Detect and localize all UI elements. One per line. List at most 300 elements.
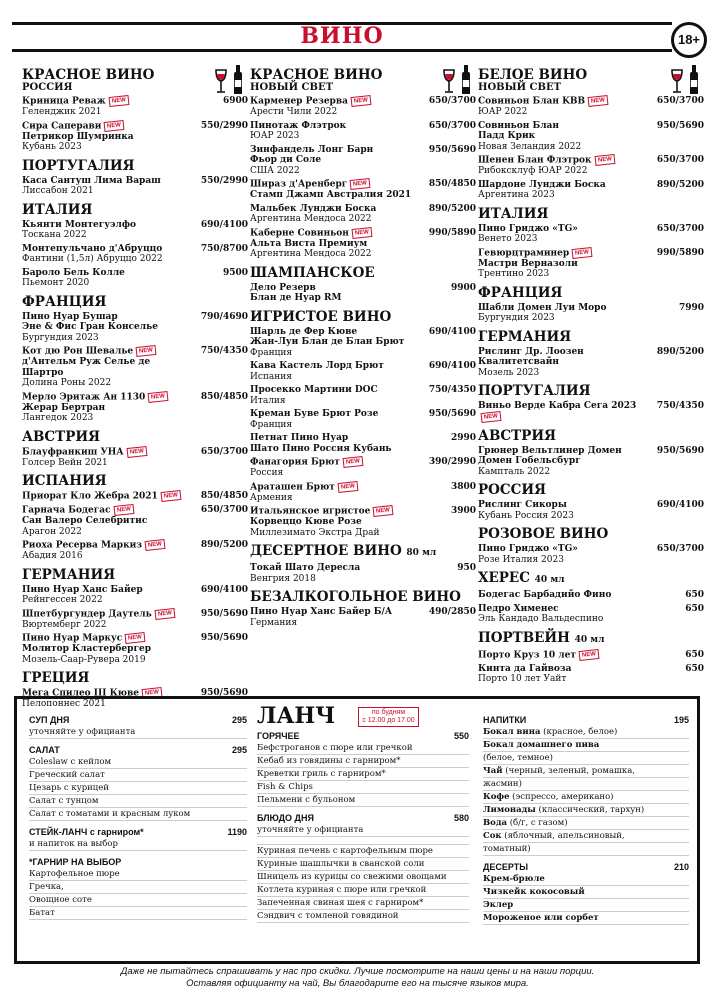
lunch-line-note: (эспрессо, американо) bbox=[509, 792, 614, 802]
item-name bbox=[250, 179, 418, 190]
new-badge: NEW bbox=[572, 246, 593, 258]
lunch-heading-text: *ГАРНИР НА ВЫБОР bbox=[29, 857, 122, 867]
item-description: Розе Италия 2023 bbox=[478, 554, 564, 565]
section-title: ГЕРМАНИЯ bbox=[478, 328, 572, 345]
lunch-line-bold: Кофе bbox=[483, 792, 510, 802]
section-heading bbox=[22, 159, 248, 173]
menu-item bbox=[250, 121, 476, 142]
lunch-heading bbox=[29, 827, 247, 838]
item-name bbox=[478, 155, 646, 166]
item-description: Эль Кандадо Вальдеспино bbox=[478, 614, 604, 624]
item-price: 890/5200 bbox=[428, 203, 476, 214]
item-name bbox=[478, 544, 646, 555]
lunch-line-bold: Крем-брюле bbox=[483, 874, 545, 884]
section-volume: 80 мл bbox=[406, 548, 437, 558]
section-title: БЕЗАЛКОГОЛЬНОЕ ВИНО bbox=[250, 589, 461, 605]
lunch-line: Кебаб из говядины с гарниром* bbox=[257, 755, 469, 768]
item-name-line2: Домен Гобельсбург bbox=[478, 456, 581, 466]
lunch-line: Креветки гриль с гарниром* bbox=[257, 768, 469, 781]
section-heading bbox=[250, 310, 476, 324]
lunch-line bbox=[483, 886, 689, 899]
item-price: 6900 bbox=[222, 96, 248, 106]
item-name bbox=[250, 121, 418, 132]
new-badge: NEW bbox=[337, 480, 358, 492]
item-price: 950/5690 bbox=[200, 688, 248, 698]
item-price: 650/3700 bbox=[428, 120, 476, 131]
section-heading bbox=[478, 207, 704, 221]
menu-item bbox=[478, 401, 704, 423]
lunch-line: Батат bbox=[29, 907, 247, 920]
section-title: РОССИЯ bbox=[478, 482, 547, 498]
menu-item bbox=[22, 392, 248, 424]
lunch-line-bold: Чай bbox=[483, 766, 503, 776]
section-heading bbox=[22, 430, 248, 444]
item-name bbox=[478, 500, 646, 511]
item-name-text: Кинта да Гайвоза bbox=[478, 663, 572, 674]
item-name-text: Гарнача Бодегас bbox=[22, 505, 111, 516]
section-title: ИСПАНИЯ bbox=[22, 473, 107, 489]
lunch-line: уточняйте у официанта bbox=[29, 726, 247, 739]
item-name-text: Пино Гриджо «TG» bbox=[478, 223, 578, 234]
lunch-line: Бефстроганов с пюре или гречкой bbox=[257, 742, 469, 755]
new-badge: NEW bbox=[142, 687, 163, 699]
menu-item bbox=[22, 220, 248, 241]
item-name bbox=[22, 392, 190, 403]
section-heading bbox=[478, 384, 704, 398]
item-name-text: Шарль де Фер Кюве bbox=[250, 326, 358, 337]
lunch-line bbox=[483, 739, 689, 752]
menu-item bbox=[250, 96, 476, 118]
menu-item bbox=[250, 409, 476, 430]
section-heading bbox=[22, 671, 248, 685]
menu-item bbox=[478, 224, 704, 245]
item-name bbox=[478, 664, 646, 675]
item-price: 9900 bbox=[450, 282, 476, 293]
lunch-heading-text: САЛАТ bbox=[29, 745, 60, 755]
item-name bbox=[22, 176, 190, 187]
section-heading bbox=[250, 266, 476, 280]
item-description: Бургундия 2023 bbox=[22, 332, 99, 343]
item-description: Кубань 2023 bbox=[22, 142, 82, 152]
lunch-line bbox=[483, 778, 689, 791]
section-subtitle: РОССИЯ bbox=[22, 82, 73, 93]
lunch-line-note: (красное, белое) bbox=[540, 727, 618, 737]
item-description: Миллезимато Экстра Драй bbox=[250, 527, 380, 538]
item-name-line2: Жан-Луи Блан де Блан Брют bbox=[250, 337, 405, 347]
menu-item bbox=[478, 544, 704, 565]
new-badge: NEW bbox=[104, 119, 125, 131]
item-name bbox=[478, 446, 646, 457]
item-description: Геленджик 2021 bbox=[22, 107, 102, 117]
item-price: 950/5690 bbox=[200, 633, 248, 643]
item-description: Германия bbox=[250, 617, 298, 628]
age-badge: 18+ bbox=[671, 22, 707, 58]
item-name bbox=[478, 650, 646, 661]
item-price: 9500 bbox=[222, 267, 248, 278]
menu-item bbox=[22, 609, 248, 631]
section-title: ПОРТВЕЙН bbox=[478, 629, 570, 646]
item-name-text: Сира Саперави bbox=[22, 121, 102, 131]
item-description: Кубань Россия 2023 bbox=[478, 510, 574, 521]
item-price: 690/4100 bbox=[656, 500, 704, 510]
item-name-text: Кьянти Монтегуэлфо bbox=[22, 219, 136, 230]
lunch-line: Куриная печень с картофельным пюре bbox=[257, 845, 469, 858]
item-name-text: Итальянское игристое bbox=[250, 506, 371, 517]
footer-line-1: Даже не пытайтесь спрашивать у нас про скидки. Лучше посмотрите на наши цены и на наши порции. bbox=[120, 966, 595, 977]
item-description: Франция bbox=[250, 347, 293, 358]
item-name-text: Пино Нуар Ханс Байер Б/А bbox=[250, 607, 393, 617]
menu-item bbox=[250, 228, 476, 260]
section-subtitle: НОВЫЙ СВЕТ bbox=[478, 82, 562, 93]
item-name bbox=[250, 228, 418, 239]
menu-item bbox=[478, 347, 704, 379]
wine-column-1 bbox=[22, 62, 248, 710]
item-name bbox=[478, 248, 646, 259]
item-name-line2: Падд Крик bbox=[478, 131, 536, 141]
item-description: Абадия 2016 bbox=[22, 551, 83, 561]
menu-item bbox=[478, 590, 704, 601]
item-description: ЮАР 2023 bbox=[250, 131, 300, 141]
menu-item bbox=[478, 664, 704, 685]
item-name-text: Бодегас Барбадийо Фино bbox=[478, 590, 612, 600]
item-price: 3900 bbox=[450, 506, 476, 516]
lunch-price: 1190 bbox=[227, 827, 247, 837]
lunch-line: Coleslaw с кейлом bbox=[29, 756, 247, 769]
lunch-price: 295 bbox=[231, 715, 247, 725]
section-title: ХЕРЕС bbox=[478, 570, 530, 586]
item-name-text: Шардоне Лунджи Боска bbox=[478, 179, 606, 190]
item-name-text: Пино Нуар Ханс Байер bbox=[22, 584, 143, 595]
new-badge: NEW bbox=[350, 95, 371, 107]
item-price: 690/4100 bbox=[200, 219, 248, 230]
new-badge: NEW bbox=[588, 95, 609, 107]
menu-item bbox=[250, 433, 476, 454]
section-heading bbox=[22, 474, 248, 488]
lunch-line-bold: Сок bbox=[483, 831, 502, 841]
menu-item bbox=[250, 145, 476, 177]
new-badge: NEW bbox=[154, 607, 175, 619]
lunch-line-bold: Бокал домашнего пива bbox=[483, 740, 600, 750]
item-price: 650/3700 bbox=[428, 96, 476, 106]
lunch-line-bold: Вода bbox=[483, 818, 508, 828]
new-badge: NEW bbox=[160, 490, 181, 502]
item-description: ЮАР 2022 bbox=[478, 107, 528, 117]
item-name bbox=[22, 121, 190, 132]
lunch-title: ЛАНЧ bbox=[257, 703, 336, 729]
lunch-line-note: жасмин) bbox=[483, 779, 522, 789]
new-badge: NEW bbox=[594, 154, 615, 166]
menu-item bbox=[22, 244, 248, 265]
menu-item bbox=[250, 607, 476, 628]
lunch-line: Fish & Chips bbox=[257, 781, 469, 794]
new-badge: NEW bbox=[108, 95, 129, 107]
lunch-line-bold: Бокал вина bbox=[483, 727, 541, 737]
item-name bbox=[250, 482, 418, 493]
item-price: 390/2990 bbox=[428, 457, 476, 467]
item-name-text: Кава Кастель Лорд Брют bbox=[250, 361, 384, 371]
lunch-heading bbox=[29, 745, 247, 756]
item-price: 650/3700 bbox=[200, 446, 248, 457]
section-heading bbox=[478, 571, 704, 587]
item-name-line2: Корвеццо Кюве Розе bbox=[250, 517, 362, 527]
lunch-heading-text: ДЕСЕРТЫ bbox=[483, 862, 529, 872]
item-name bbox=[250, 563, 418, 574]
menu-item bbox=[250, 506, 476, 538]
section-heading bbox=[478, 527, 704, 541]
item-name-line2: Стамп Джамп Австралия 2021 bbox=[250, 190, 412, 200]
section-title: БЕЛОЕ ВИНО bbox=[478, 67, 588, 83]
item-description: Венгрия 2018 bbox=[250, 573, 316, 584]
lunch-column-3 bbox=[483, 709, 689, 925]
item-name-text: Приорат Кло Жебра 2021 bbox=[22, 491, 158, 502]
new-badge: NEW bbox=[578, 648, 599, 660]
menu-item bbox=[250, 204, 476, 225]
item-description: Арести Чили 2022 bbox=[250, 107, 338, 117]
lunch-line bbox=[483, 804, 689, 817]
new-badge: NEW bbox=[373, 505, 394, 517]
item-name bbox=[250, 145, 418, 156]
lunch-line: Запеченная свиная шея с гарниром* bbox=[257, 897, 469, 910]
item-description: США 2022 bbox=[250, 165, 300, 176]
section-heading bbox=[478, 286, 704, 300]
item-description: Бургундия 2023 bbox=[478, 313, 555, 323]
item-name-text: Рислинг Сикоры bbox=[478, 500, 567, 510]
section-title: КРАСНОЕ ВИНО bbox=[250, 67, 383, 83]
item-name-text: Шенен Блан Флэтрок bbox=[478, 155, 592, 166]
menu-item bbox=[478, 604, 704, 625]
item-name-text: Петнат Пино Нуар bbox=[250, 433, 349, 443]
item-price: 550/2990 bbox=[200, 175, 248, 186]
item-description: Испания bbox=[250, 371, 292, 382]
lunch-line: уточняйте у официанта bbox=[257, 824, 469, 837]
item-name-text: Мега Спилео III Кюве bbox=[22, 688, 139, 699]
item-name-line2: Эне & Фис Гран Конселье bbox=[22, 322, 158, 332]
menu-item bbox=[478, 180, 704, 201]
item-name-text: Креман Буве Брют Розе bbox=[250, 409, 379, 419]
menu-item bbox=[22, 633, 248, 665]
item-description: Франция bbox=[250, 419, 293, 430]
item-name-text: Совиньон Блан bbox=[478, 120, 559, 131]
item-price: 850/4850 bbox=[428, 179, 476, 189]
lunch-line-bold: Чизкейк кокосовый bbox=[483, 887, 585, 897]
item-price: 950/5690 bbox=[200, 608, 248, 619]
section-title: ИТАЛИЯ bbox=[478, 205, 549, 222]
item-price: 490/2850 bbox=[428, 607, 476, 617]
section-volume: 40 мл bbox=[534, 575, 565, 585]
item-name bbox=[22, 609, 190, 620]
item-price: 950 bbox=[457, 563, 476, 573]
new-badge: NEW bbox=[125, 632, 146, 644]
menu-item bbox=[478, 155, 704, 177]
item-description: Россия bbox=[250, 468, 284, 478]
item-price: 890/5200 bbox=[656, 346, 704, 357]
lunch-price: 295 bbox=[231, 745, 247, 755]
item-name bbox=[250, 409, 418, 420]
item-price: 650/3700 bbox=[200, 505, 248, 515]
new-badge: NEW bbox=[342, 456, 363, 468]
item-description: Аргентина Мендоса 2022 bbox=[250, 214, 372, 224]
item-name bbox=[250, 607, 418, 618]
item-name bbox=[250, 506, 418, 517]
lunch-line-note: (б/г, с газом) bbox=[507, 818, 568, 828]
item-name-line2: Фьор ди Соле bbox=[250, 155, 322, 165]
new-badge: NEW bbox=[113, 504, 134, 516]
item-price: 3800 bbox=[450, 481, 476, 492]
item-name bbox=[250, 96, 418, 107]
item-name-text: Пинотаж Флэтрок bbox=[250, 120, 347, 131]
item-description: Арагон 2022 bbox=[22, 526, 82, 537]
item-name-text: Грюнер Вельтлинер Домен bbox=[478, 445, 622, 456]
item-price: 990/5890 bbox=[428, 227, 476, 238]
item-name bbox=[250, 283, 418, 294]
menu-item bbox=[250, 563, 476, 584]
item-description: Голсер Вейн 2021 bbox=[22, 457, 108, 468]
lunch-line: и напиток на выбор bbox=[29, 838, 247, 851]
item-name-text: Карменер Резерва bbox=[250, 96, 348, 107]
wine-glass-bottle-icon bbox=[668, 64, 702, 96]
item-description: Новая Зеландия 2022 bbox=[478, 141, 582, 152]
item-description: Аргентина Мендоса 2022 bbox=[250, 249, 372, 259]
item-price: 650 bbox=[685, 590, 704, 600]
lunch-line: Куриные шашлычки в сванской соли bbox=[257, 858, 469, 871]
section-title: ДЕСЕРТНОЕ ВИНО bbox=[250, 543, 402, 559]
lunch-line: Сэндвич с томленой говядиной bbox=[257, 910, 469, 923]
item-name-text: Совиньон Блан KBB bbox=[478, 96, 586, 107]
lunch-heading bbox=[29, 857, 247, 868]
item-name-text: Шабли Домен Луи Моро bbox=[478, 302, 607, 313]
item-description: Кампталь 2022 bbox=[478, 466, 551, 477]
lunch-line bbox=[483, 752, 689, 765]
item-name bbox=[22, 633, 190, 644]
menu-item bbox=[22, 96, 248, 118]
lunch-line bbox=[483, 830, 689, 843]
lunch-column-1 bbox=[29, 709, 247, 920]
lunch-line: Салат с томатами и красным луком bbox=[29, 808, 247, 821]
section-heading bbox=[478, 68, 704, 93]
item-name-line2: Сан Валеро Селебритис bbox=[22, 516, 148, 526]
item-name-text: Мальбек Лунджи Боска bbox=[250, 203, 377, 214]
item-name-line2: Шато Пино Россия Кубань bbox=[250, 443, 392, 454]
menu-item bbox=[22, 346, 248, 389]
section-volume: 40 мл bbox=[574, 634, 605, 645]
item-name-text: Криница Реваж bbox=[22, 96, 106, 107]
menu-item bbox=[22, 312, 248, 344]
section-title: ИТАЛИЯ bbox=[22, 201, 93, 218]
item-name bbox=[22, 268, 190, 279]
section-title: ШАМПАНСКОЕ bbox=[250, 264, 375, 281]
item-description: Тоскана 2022 bbox=[22, 230, 87, 240]
menu-item bbox=[478, 303, 704, 324]
item-name bbox=[250, 433, 418, 444]
lunch-heading-text: ГОРЯЧЕЕ bbox=[257, 731, 300, 741]
section-heading bbox=[478, 429, 704, 443]
item-name-text: Пино Гриджо «TG» bbox=[478, 544, 578, 554]
item-name-line2: Блан де Нуар RM bbox=[250, 293, 342, 303]
item-name bbox=[478, 121, 646, 132]
lunch-line bbox=[483, 765, 689, 778]
menu-item bbox=[22, 491, 248, 502]
lunch-badge-line2: с 12.00 до 17.00 bbox=[362, 717, 415, 724]
lunch-line-note: томатный) bbox=[483, 844, 531, 854]
lunch-line: Котлета куриная с пюре или гречкой bbox=[257, 884, 469, 897]
menu-item bbox=[22, 540, 248, 562]
item-name bbox=[22, 585, 190, 596]
lunch-price: 195 bbox=[673, 715, 689, 725]
section-heading bbox=[478, 631, 704, 647]
item-name-line2: Петрикор Шумринка bbox=[22, 131, 134, 142]
item-name-text: Порто Круз 10 лет bbox=[478, 650, 576, 660]
item-name-text: Пино Нуар Бушар bbox=[22, 311, 118, 322]
item-name bbox=[250, 204, 418, 215]
section-subtitle: НОВЫЙ СВЕТ bbox=[250, 82, 334, 93]
item-description: Долина Роны 2022 bbox=[22, 378, 112, 388]
item-name bbox=[478, 401, 646, 423]
menu-item bbox=[22, 447, 248, 469]
item-name-text: Бароло Бель Колле bbox=[22, 267, 125, 278]
item-name-text: Зинфандель Лонг Барн bbox=[250, 144, 374, 155]
item-name bbox=[22, 447, 190, 458]
lunch-line: Салат с тунцом bbox=[29, 795, 247, 808]
lunch-line-note: (белое, темное) bbox=[483, 753, 553, 763]
section-title: ПОРТУГАЛИЯ bbox=[22, 157, 135, 174]
item-description: Пелопоннес 2021 bbox=[22, 699, 106, 709]
section-heading bbox=[22, 295, 248, 309]
item-name-text: Кот дю Рон Шевалье bbox=[22, 346, 134, 357]
item-name-text: Педро Хименес bbox=[478, 603, 559, 614]
section-heading bbox=[478, 330, 704, 344]
item-name-text: Монтепульчано д'Абруццо bbox=[22, 243, 163, 254]
menu-item bbox=[22, 505, 248, 537]
section-heading bbox=[22, 68, 248, 93]
item-name-text: Рислинг Др. Лоозен bbox=[478, 346, 584, 357]
menu-item bbox=[250, 283, 476, 304]
item-name-text: Токай Шато Дересла bbox=[250, 563, 361, 573]
new-badge: NEW bbox=[145, 539, 166, 551]
lunch-line: Гречка, bbox=[29, 881, 247, 894]
new-badge: NEW bbox=[126, 445, 147, 457]
item-price: 890/5200 bbox=[656, 179, 704, 190]
item-name bbox=[22, 491, 190, 502]
lunch-heading-text: СУП ДНЯ bbox=[29, 715, 70, 725]
item-price: 650/3700 bbox=[656, 223, 704, 234]
item-name bbox=[478, 590, 646, 601]
menu-item bbox=[478, 248, 704, 280]
item-price: 650 bbox=[685, 663, 704, 674]
item-name-text: Фанагория Брют bbox=[250, 457, 340, 468]
wine-glass-bottle-icon bbox=[440, 64, 474, 96]
section-title: АВСТРИЯ bbox=[478, 427, 557, 444]
item-name bbox=[250, 361, 418, 372]
item-price: 950/5690 bbox=[656, 120, 704, 131]
item-name bbox=[478, 604, 646, 615]
item-name-line2: Мастри Верназоли bbox=[478, 258, 578, 269]
item-description: Аргентина 2023 bbox=[478, 190, 555, 200]
section-title: ФРАНЦИЯ bbox=[478, 284, 563, 301]
item-name-line2: д'Антельм Руж Селье де Шартро bbox=[22, 357, 151, 378]
item-name-line2: Жерар Бертран bbox=[22, 402, 106, 413]
item-name-text: Блауфранкиш УНА bbox=[22, 447, 124, 457]
item-price: 2990 bbox=[450, 433, 476, 443]
new-badge: NEW bbox=[148, 390, 169, 402]
menu-item bbox=[478, 500, 704, 521]
lunch-line-note: (черный, зеленый, ромашка, bbox=[502, 766, 636, 776]
new-badge: NEW bbox=[350, 178, 371, 190]
item-name-text: Шпетбургундер Даутель bbox=[22, 609, 152, 619]
lunch-heading-text: БЛЮДО ДНЯ bbox=[257, 813, 314, 823]
item-price: 650/3700 bbox=[656, 96, 704, 106]
lunch-column-2 bbox=[257, 703, 469, 923]
item-name-text: Каберне Совиньон bbox=[250, 228, 349, 238]
